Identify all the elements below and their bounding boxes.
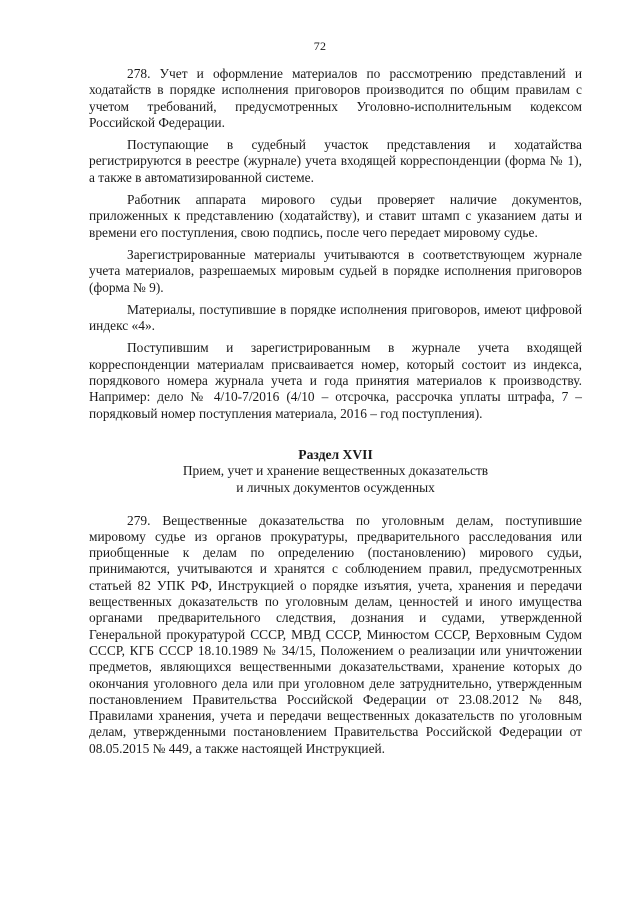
page-number: 72 <box>313 39 327 53</box>
section-title-line-2: и личных документов осужденных <box>236 479 435 495</box>
paragraph-279: 279. Вещественные доказательства по уголовным делам, поступившие мировому судье из органов прокуратуры, предварительного расследования или приобщенные к делам по определению (постановлению) мирового судьи, принимаются, учитываются и хранятся с соблюдением правил, предусмотренных статьей 82 УПК РФ, Инструкцией о порядке изъятия, учета, хранения и передачи вещественных доказательств по уголовным делам, ценностей и иного имущества органами предварительного следствия, дознания и судами, утвержденной Генеральной прокуратурой СССР, МВД СССР, Минюстом СССР, Верховным Судом СССР, КГБ СССР 18.10.1989 № 34/15, Положением о реализации или уничтожении предметов, являющихся вещественными доказательствами, хранение которых до окончания уголовного дела или при уголовном деле затруднительно, утвержденным постановлением Правительства Российской Федерации от 23.08.2012 № 848, Правилами хранения, учета и передачи вещественных доказательств по уголовным делам, утвержденными постановлением Правительства Российской Федерации от 08.05.2015 № 449, а также настоящей Инструкцией. <box>89 512 582 756</box>
document-body <box>89 66 582 763</box>
section-title-line-1: Прием, учет и хранение вещественных доказательств <box>182 462 489 478</box>
paragraph-staff-check: Работник аппарата мирового судьи проверяет наличие документов, приложенных к представлению (ходатайству), и ставит штамп с указанием даты и времени его поступления, свою подпись, после чего передает мировому судье. <box>89 192 582 240</box>
paragraph-numbering: Поступившим и зарегистрированным в журнале учета входящей корреспонденции материалам присваивается номер, который состоит из индекса, порядкового номера журнала учета и года принятия материалов к производству. Например: дело № 4/10-7/2016 (4/10 – отсрочка, рассрочка уплаты штрафа, 7 – порядковый номер поступления материала, 2016 – год поступления). <box>89 340 582 421</box>
paragraph-registration: Поступающие в судебный участок представления и ходатайства регистрируются в реестре (журнале) учета входящей корреспонденции (форма № 1), а также в автоматизированной системе. <box>89 137 582 185</box>
paragraph-index: Материалы, поступившие в порядке исполнения приговоров, имеют цифровой индекс «4». <box>89 301 582 334</box>
section-heading: Раздел XVII <box>298 446 373 462</box>
paragraph-journal: Зарегистрированные материалы учитываются в соответствующем журнале учета материалов, разрешаемых мировым судьей в порядке исполнения приговоров (форма № 9). <box>89 246 582 295</box>
paragraph-278: 278. Учет и оформление материалов по рассмотрению представлений и ходатайств в порядке исполнения приговоров производится по общим правилам с учетом требований, предусмотренных Уголовно-исполнительным кодексом Российской Федерации. <box>89 66 582 130</box>
section-title <box>89 463 582 497</box>
